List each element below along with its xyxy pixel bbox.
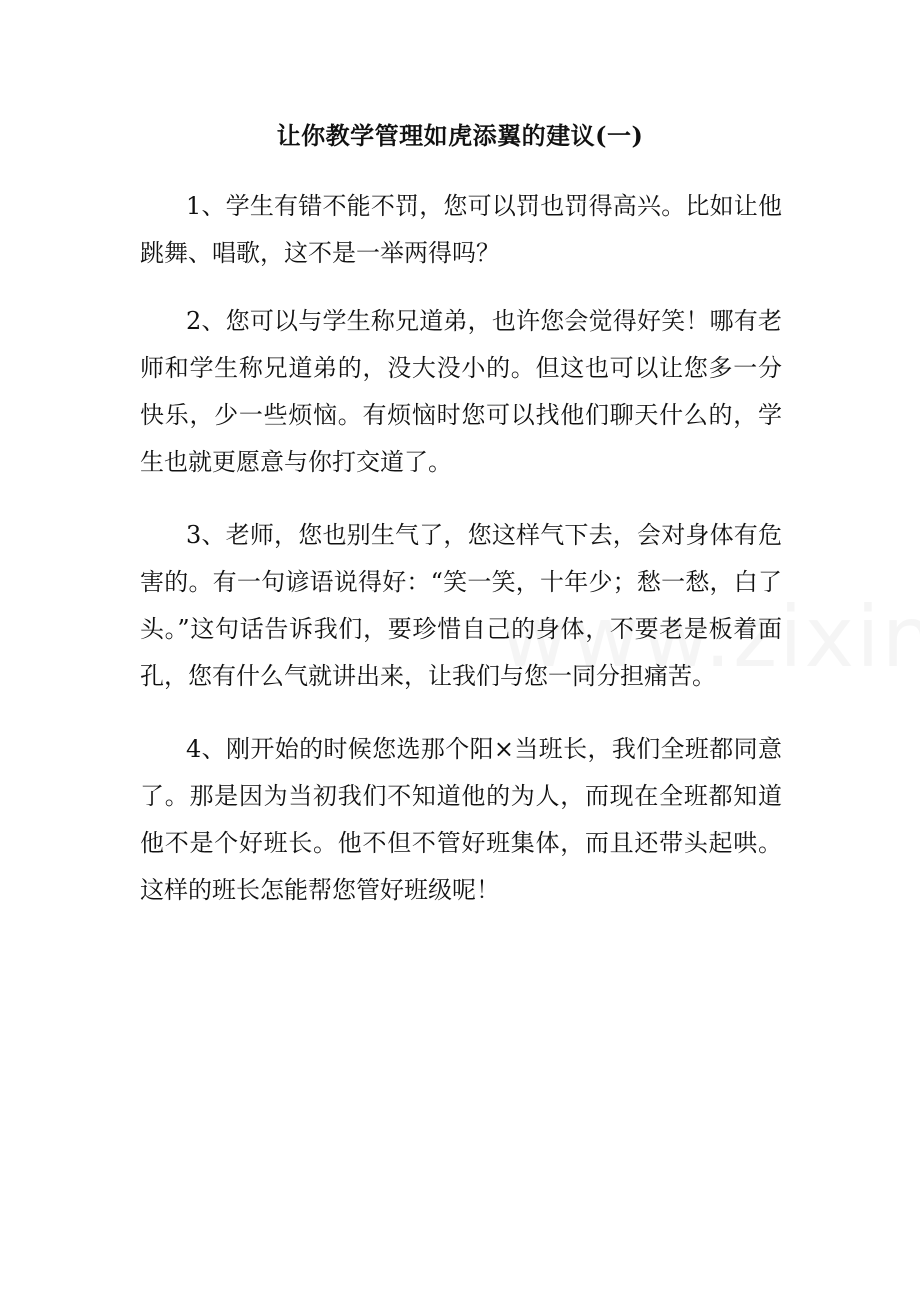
- paragraph-1: 1、学生有错不能不罚，您可以罚也罚得高兴。比如让他跳舞、唱歌，这不是一举两得吗？: [140, 192, 782, 267]
- paragraph-3: 3、老师，您也别生气了，您这样气下去，会对身体有危害的。有一句谚语说得好：“笑一笑，十年少；愁一愁，白了头。”这句话告诉我们，要珍惜自己的身体，不要老是板着面孔，您有什么气就讲出来，让我们与您一同分担痛苦。: [140, 521, 782, 690]
- paragraph-2: 2、您可以与学生称兄道弟，也许您会觉得好笑！哪有老师和学生称兄道弟的，没大没小的。但这也可以让您多一分快乐，少一些烦恼。有烦恼时您可以找他们聊天什么的，学生也就更愿意与你打交道了。: [140, 307, 782, 476]
- paragraph-4: 4、刚开始的时候您选那个阳×当班长，我们全班都同意了。那是因为当初我们不知道他的为人，而现在全班都知道他不是个好班长。他不但不管好班集体，而且还带头起哄。这样的班长怎能帮您管好班级呢！: [140, 735, 782, 904]
- document-title: 让你教学管理如虎添翼的建议(一): [276, 121, 644, 150]
